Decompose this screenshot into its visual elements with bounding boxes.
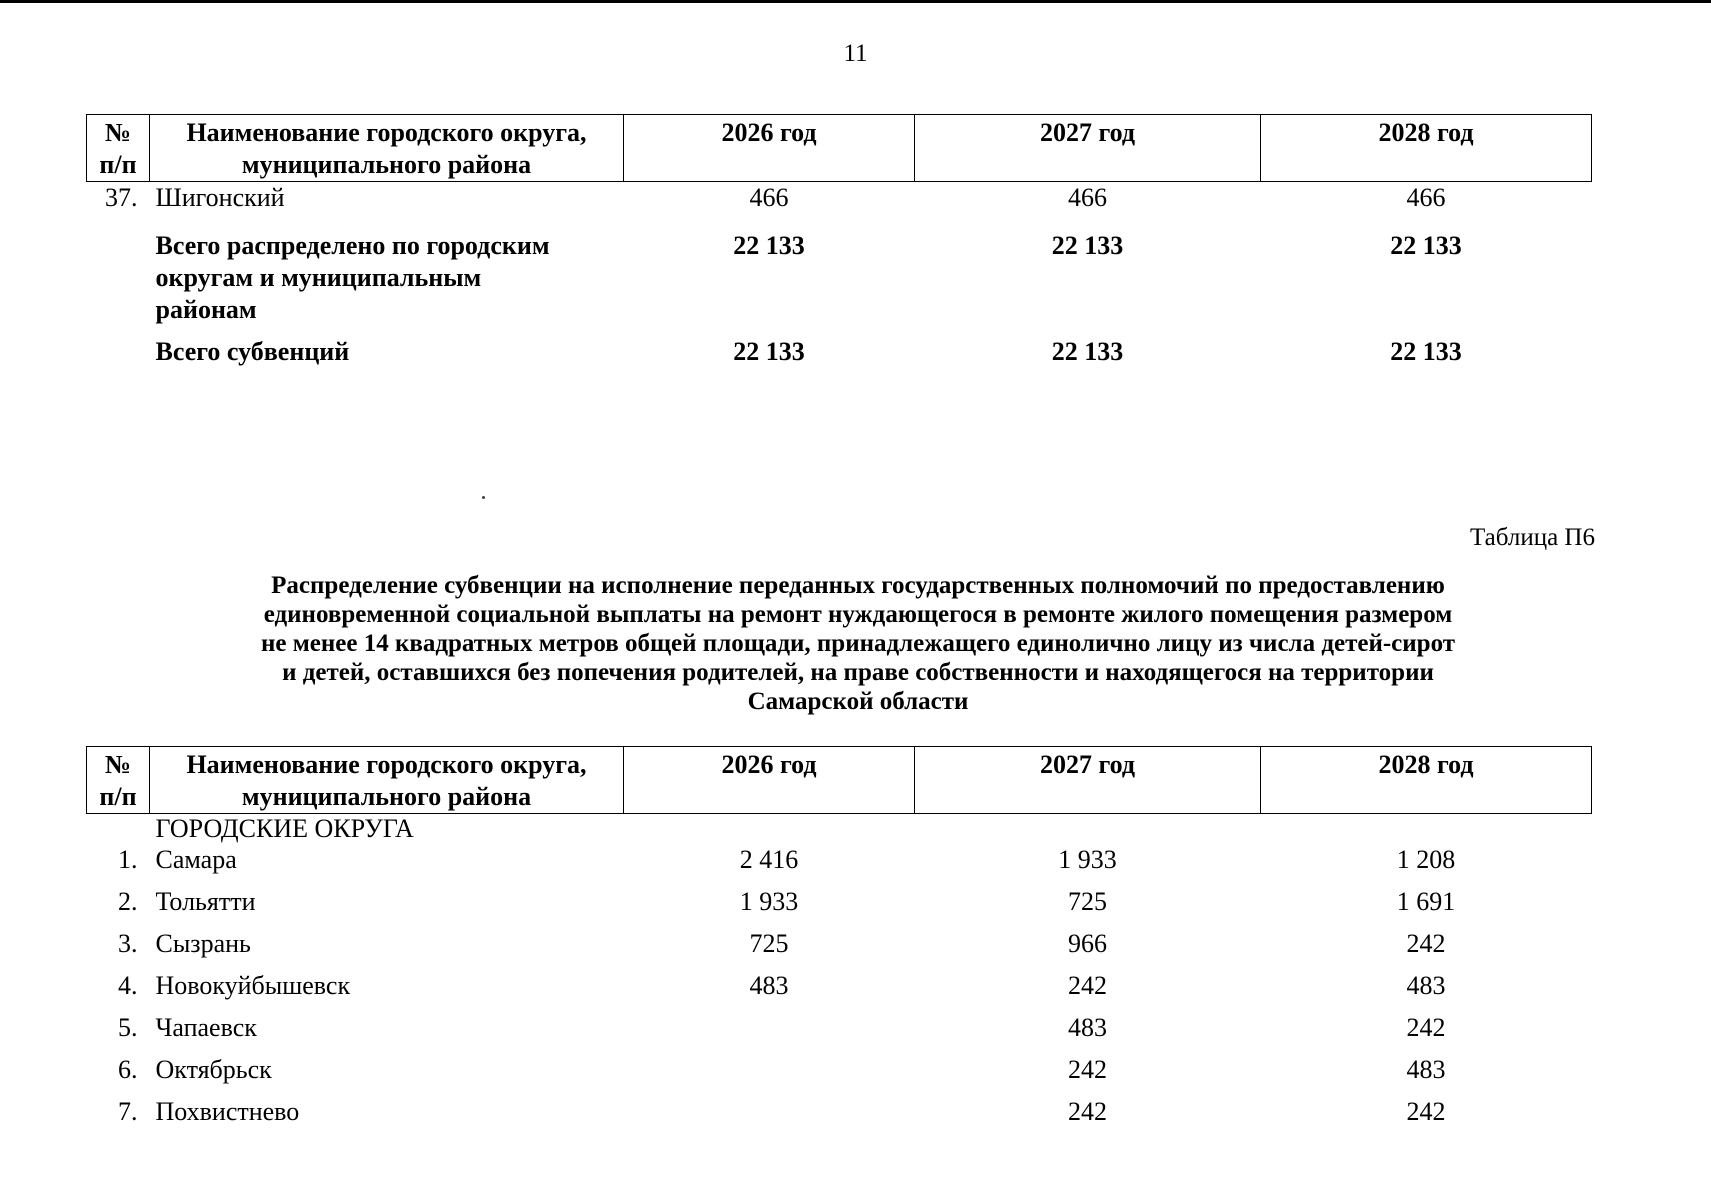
row-value-2026 <box>624 1012 915 1054</box>
row-name: Похвистнево <box>155 1097 300 1126</box>
row-value-2027: 242 <box>1068 971 1107 1000</box>
total-distributed-2028: 22 133 <box>1390 231 1462 260</box>
row-value-2027: 466 <box>1068 183 1107 212</box>
row-value-2027: 1 933 <box>1058 845 1117 874</box>
table-row <box>87 1012 1592 1054</box>
header-number-line1: № <box>104 750 132 779</box>
row-number: 2. <box>118 887 138 916</box>
row-value-2026 <box>624 1054 915 1096</box>
table-row <box>87 1096 1592 1138</box>
table-continuation <box>86 114 1592 372</box>
title-line: и детей, оставшихся без попечения родителей, на праве собственности и находящегося на территории <box>282 659 1434 686</box>
header-name-line2: муниципального района <box>241 782 532 811</box>
table-row <box>87 886 1592 928</box>
row-name: Тольятти <box>155 887 256 916</box>
total-subventions-2026: 22 133 <box>733 337 805 366</box>
header-2026: 2026 год <box>624 747 915 814</box>
header-2026: 2026 год <box>624 115 915 182</box>
total-distributed-label-line1: Всего распределено по городским <box>155 231 550 260</box>
header-name-line1: Наименование городского округа, <box>186 750 587 779</box>
header-number <box>87 115 150 182</box>
row-value-2028: 1 691 <box>1396 887 1456 916</box>
section-row <box>87 814 1592 845</box>
header-name-line1: Наименование городского округа, <box>186 118 587 147</box>
row-name: Шигонский <box>155 183 285 212</box>
total-distributed-label-line2: округам и муниципальным <box>155 263 482 292</box>
row-value-2027: 483 <box>1068 1013 1107 1042</box>
page-number: 11 <box>843 40 868 67</box>
header-name-line2: муниципального района <box>241 150 532 179</box>
row-number: 37. <box>105 183 138 212</box>
header-number-line2: п/п <box>99 782 137 811</box>
total-distributed-row <box>87 224 1592 330</box>
header-number-line2: п/п <box>99 150 137 179</box>
total-distributed-2027: 22 133 <box>1051 231 1124 260</box>
row-number: 7. <box>118 1097 138 1126</box>
row-number-empty <box>87 814 150 845</box>
title-line: не менее 14 квадратных метров общей площади, принадлежащего единолично лицу из числа детей-сирот <box>260 630 1456 657</box>
row-value-2028: 242 <box>1406 1097 1446 1126</box>
row-value-2028: 466 <box>1406 183 1446 212</box>
total-subventions-2027: 22 133 <box>1051 337 1124 366</box>
table-row <box>87 928 1592 970</box>
table-header-row <box>87 115 1592 182</box>
row-value-2027: 242 <box>1068 1097 1107 1126</box>
header-number-line1: № <box>104 118 132 147</box>
row-name: Новокуйбышевск <box>155 971 351 1000</box>
row-name: Сызрань <box>155 929 251 958</box>
row-number: 6. <box>118 1055 138 1084</box>
row-value-2028: 1 208 <box>1396 845 1456 874</box>
section-label: ГОРОДСКИЕ ОКРУГА <box>155 814 414 843</box>
row-value-2027: 725 <box>1068 887 1107 916</box>
row-number: 4. <box>118 971 138 1000</box>
title-line: единовременной социальной выплаты на ремонт нуждающегося в ремонте жилого помещения размером <box>263 601 1453 628</box>
scan-speck <box>482 496 485 499</box>
total-subventions-label: Всего субвенций <box>155 337 350 366</box>
row-value-2028: 242 <box>1406 929 1446 958</box>
header-2027: 2027 год <box>915 747 1261 814</box>
table-label: Таблица П6 <box>1470 524 1595 551</box>
row-number-empty <box>87 224 150 330</box>
row-value-2026: 2 416 <box>739 845 799 874</box>
page-top-border <box>0 0 1711 3</box>
row-value-2028: 242 <box>1406 1013 1446 1042</box>
table-row <box>87 182 1592 225</box>
total-distributed-2026: 22 133 <box>733 231 805 260</box>
row-number: 1. <box>118 845 138 874</box>
title-line: Самарской области <box>747 688 969 715</box>
row-value-2026 <box>624 1096 915 1138</box>
header-2028: 2028 год <box>1261 115 1592 182</box>
row-number: 3. <box>118 929 138 958</box>
header-number <box>87 747 150 814</box>
row-value-2028: 483 <box>1406 1055 1446 1084</box>
header-2027: 2027 год <box>915 115 1261 182</box>
section-title <box>150 571 1566 716</box>
table-header-row <box>87 747 1592 814</box>
total-distributed-label <box>150 224 624 330</box>
table-row <box>87 970 1592 1012</box>
header-name <box>150 115 624 182</box>
row-number-empty <box>87 330 150 372</box>
row-name: Чапаевск <box>155 1013 257 1042</box>
header-2028: 2028 год <box>1261 747 1592 814</box>
header-name <box>150 747 624 814</box>
title-line: Распределение субвенции на исполнение переданных государственных полномочий по предоставлению <box>271 572 1445 599</box>
total-subventions-row <box>87 330 1592 372</box>
row-value-2026: 483 <box>749 971 789 1000</box>
row-value-2026: 466 <box>749 183 789 212</box>
table-row <box>87 1054 1592 1096</box>
row-name: Октябрьск <box>155 1055 272 1084</box>
row-value-2027: 242 <box>1068 1055 1107 1084</box>
total-subventions-2028: 22 133 <box>1390 337 1462 366</box>
table-p6 <box>86 746 1592 1138</box>
table-row <box>87 844 1592 886</box>
row-name: Самара <box>155 845 237 874</box>
row-value-2026: 725 <box>749 929 789 958</box>
row-value-2028: 483 <box>1406 971 1446 1000</box>
row-value-2026: 1 933 <box>739 887 799 916</box>
row-number: 5. <box>118 1013 138 1042</box>
total-distributed-label-line3: районам <box>155 295 257 324</box>
row-value-2027: 966 <box>1068 929 1107 958</box>
